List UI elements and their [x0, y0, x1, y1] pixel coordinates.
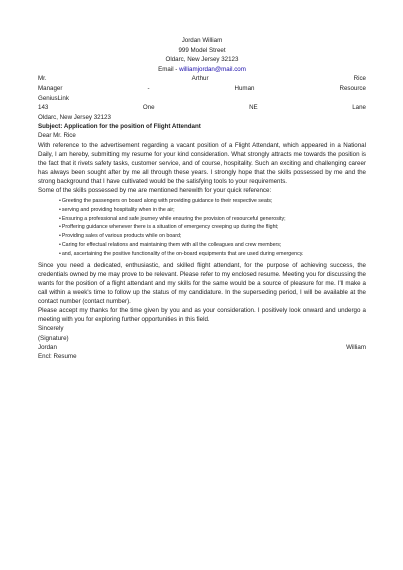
- sender-email-label: Email -: [158, 65, 180, 73]
- list-item: • Caring for effectual relations and maintaining them with all the colleagues and crew members;: [59, 241, 366, 250]
- closing-signature: (Signature): [38, 334, 69, 342]
- sender-name: Jordan William: [181, 37, 223, 44]
- recipient-row: [38, 94, 366, 104]
- list-item: • serving and providing hospitality when in the air;: [59, 206, 366, 215]
- closing-first-name: Jordan: [38, 343, 57, 351]
- recipient-city: Oldarc, New Jersey 32123: [38, 113, 111, 121]
- recipient-row: [38, 103, 366, 113]
- recipient-block: [38, 74, 366, 122]
- closing-last-name: William: [346, 343, 366, 351]
- recipient-row: [38, 113, 366, 123]
- recipient-row: [38, 74, 366, 84]
- sender-street: 999 Model Street: [178, 46, 226, 54]
- sender-block: [38, 36, 366, 74]
- skills-intro: Some of the skills possessed by me are mentioned herewith for your quick reference:: [38, 187, 272, 194]
- closing-enclosure: Encl: Resume: [38, 353, 77, 361]
- letter-body: [38, 36, 366, 362]
- list-item: • and, ascertaining the positive functionality of the on-board equipments that are used during emergency.: [59, 250, 366, 259]
- body-paragraph: Since you need a dedicated, enthusiastic, and skilled flight attendant, for the purpose of achieving success, the credentials owned by me may prove to be relevant. Please refer to my enclosed resume. Meeting you for discussing the wants for the position of a flight attendant and my skills for the same would be a source of pleasure for me. I'll make a call within a week's time to follow up the status of my candidature. In the superseding period, I will be available at the contact number (contact number).: [38, 261, 366, 306]
- recipient-last-name: Rice: [353, 75, 366, 83]
- recipient-dept-1: Human: [234, 84, 255, 92]
- recipient-dept-2: Resource: [339, 84, 366, 92]
- recipient-street-part: NE: [249, 104, 258, 112]
- closing-name-row: [38, 343, 366, 352]
- list-item: • Ensuring a professional and safe journey while ensuring the provision of resourceful generosity;: [59, 215, 366, 224]
- sender-email-line: [38, 65, 366, 75]
- list-item: • Greeting the passengers on board along with providing guidance to their respective seats;: [59, 197, 366, 206]
- recipient-company: GeniusLink: [38, 94, 69, 102]
- list-item: • Providing sales of various products while on board;: [59, 232, 366, 241]
- recipient-role: Manager: [38, 84, 63, 92]
- list-item: • Proffering guidance whenever there is a situation of emergency creeping up during the flight;: [59, 223, 366, 232]
- recipient-first-name: Arthur: [191, 75, 209, 83]
- closing-sincerely: Sincerely: [38, 325, 64, 333]
- subject-line: Subject: Application for the position of Flight Attendant: [38, 123, 201, 131]
- closing-block: [38, 324, 366, 361]
- recipient-dash: -: [147, 84, 150, 92]
- recipient-row: [38, 84, 366, 94]
- recipient-street-number: 143: [38, 104, 49, 112]
- recipient-street-part: One: [142, 104, 155, 112]
- body-paragraph: Please accept my thanks for the time given by you and as your consideration. I positively look onward and undergo a meeting with you for exploring further opportunities in this field.: [38, 307, 366, 324]
- sender-city: Oldarc, New Jersey 32123: [165, 56, 239, 64]
- sender-email-link[interactable]: williamjordan@mail.com: [179, 65, 246, 73]
- skills-list: [38, 197, 366, 259]
- body-paragraph: With reference to the advertisement regarding a vacant position of a Flight Attendant, which appeared in a National Daily, I am hereby, submitting my resume for your kind consideration. What strongly attracts me towards the position is the fact that it rivets safety tasks, customer service, and of course, hospitality. Such an exciting and challenging career has always been sought after by me all through these years. I strongly hope that the skills possessed by me and the strong background that I have cultivated would be the satisfying tools to your requirements.: [38, 141, 366, 185]
- salutation: Dear Mr. Rice: [38, 132, 76, 140]
- recipient-street-part: Lane: [352, 104, 366, 112]
- recipient-title: Mr.: [38, 75, 47, 83]
